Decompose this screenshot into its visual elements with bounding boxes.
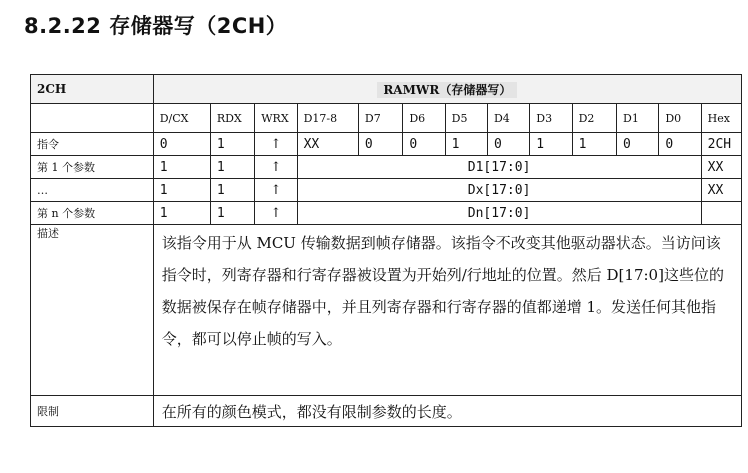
- description-text: 该指令用于从 MCU 传输数据到帧存储器。该指令不改变其他驱动器状态。当访问该指令时，列寄存器和行寄存器被设置为开始列/行地址的位置。然后 D[17:0]这些位的数据被保存在帧存储器中，并且列寄存器和行寄存器的值都递增 1。发送任何其他指令，都可以停止帧的写入。: [153, 225, 741, 396]
- cell-dcx: 0: [153, 133, 210, 156]
- col-header: RDX: [210, 104, 254, 133]
- cell-d0: 0: [659, 133, 701, 156]
- cell-dcx: 1: [153, 202, 210, 225]
- cell-hex: XX: [701, 179, 741, 202]
- col-header: WRX: [255, 104, 297, 133]
- col-header: D2: [572, 104, 616, 133]
- description-row: [31, 225, 742, 396]
- col-header: D1: [617, 104, 659, 133]
- table-row: [31, 156, 742, 179]
- cell-dcx: 1: [153, 179, 210, 202]
- col-header: D4: [487, 104, 529, 133]
- cell-rdx: 1: [210, 133, 254, 156]
- cell-d7: 0: [358, 133, 402, 156]
- restriction-text: 在所有的颜色模式，都没有限制参数的长度。: [153, 396, 741, 427]
- col-header: D7: [358, 104, 402, 133]
- row-label: …: [31, 179, 154, 202]
- cell-d5: 1: [445, 133, 487, 156]
- col-header: D/CX: [153, 104, 210, 133]
- section-heading: 8.2.22 存储器写（2CH）: [24, 14, 288, 38]
- empty-header-cell: [31, 104, 154, 133]
- table-row: [31, 179, 742, 202]
- cell-wrx: ↑: [255, 202, 297, 225]
- col-header: Hex: [701, 104, 741, 133]
- row-label: 第 1 个参数: [31, 156, 154, 179]
- register-name: RAMWR（存储器写）: [377, 82, 517, 98]
- cell-wrx: ↑: [255, 156, 297, 179]
- cell-hex: 2CH: [701, 133, 741, 156]
- col-header: D0: [659, 104, 701, 133]
- cell-d4: 0: [487, 133, 529, 156]
- row-label: 第 n 个参数: [31, 202, 154, 225]
- cell-d1: 0: [617, 133, 659, 156]
- table-row: [31, 133, 742, 156]
- table-row: [31, 202, 742, 225]
- command-table: [30, 74, 742, 427]
- cell-dcx: 1: [153, 156, 210, 179]
- col-header: D3: [530, 104, 572, 133]
- cell-merged-data: Dn[17:0]: [297, 202, 701, 225]
- register-name-cell: [153, 75, 741, 104]
- restriction-label: 限制: [31, 396, 154, 427]
- cell-merged-data: D1[17:0]: [297, 156, 701, 179]
- cell-d17-8: XX: [297, 133, 358, 156]
- column-header-row: [31, 104, 742, 133]
- cell-merged-data: Dx[17:0]: [297, 179, 701, 202]
- cell-hex: [701, 202, 741, 225]
- cell-wrx: ↑: [255, 179, 297, 202]
- col-header: D6: [403, 104, 445, 133]
- cell-d3: 1: [530, 133, 572, 156]
- cell-rdx: 1: [210, 179, 254, 202]
- cell-hex: XX: [701, 156, 741, 179]
- cell-rdx: 1: [210, 202, 254, 225]
- restriction-row: [31, 396, 742, 427]
- cell-wrx: ↑: [255, 133, 297, 156]
- row-label: 指令: [31, 133, 154, 156]
- cell-d6: 0: [403, 133, 445, 156]
- col-header: D5: [445, 104, 487, 133]
- table-header-row: [31, 75, 742, 104]
- description-label: 描述: [31, 225, 154, 396]
- command-code-cell: 2CH: [31, 75, 154, 104]
- col-header: D17-8: [297, 104, 358, 133]
- cell-d2: 1: [572, 133, 616, 156]
- cell-rdx: 1: [210, 156, 254, 179]
